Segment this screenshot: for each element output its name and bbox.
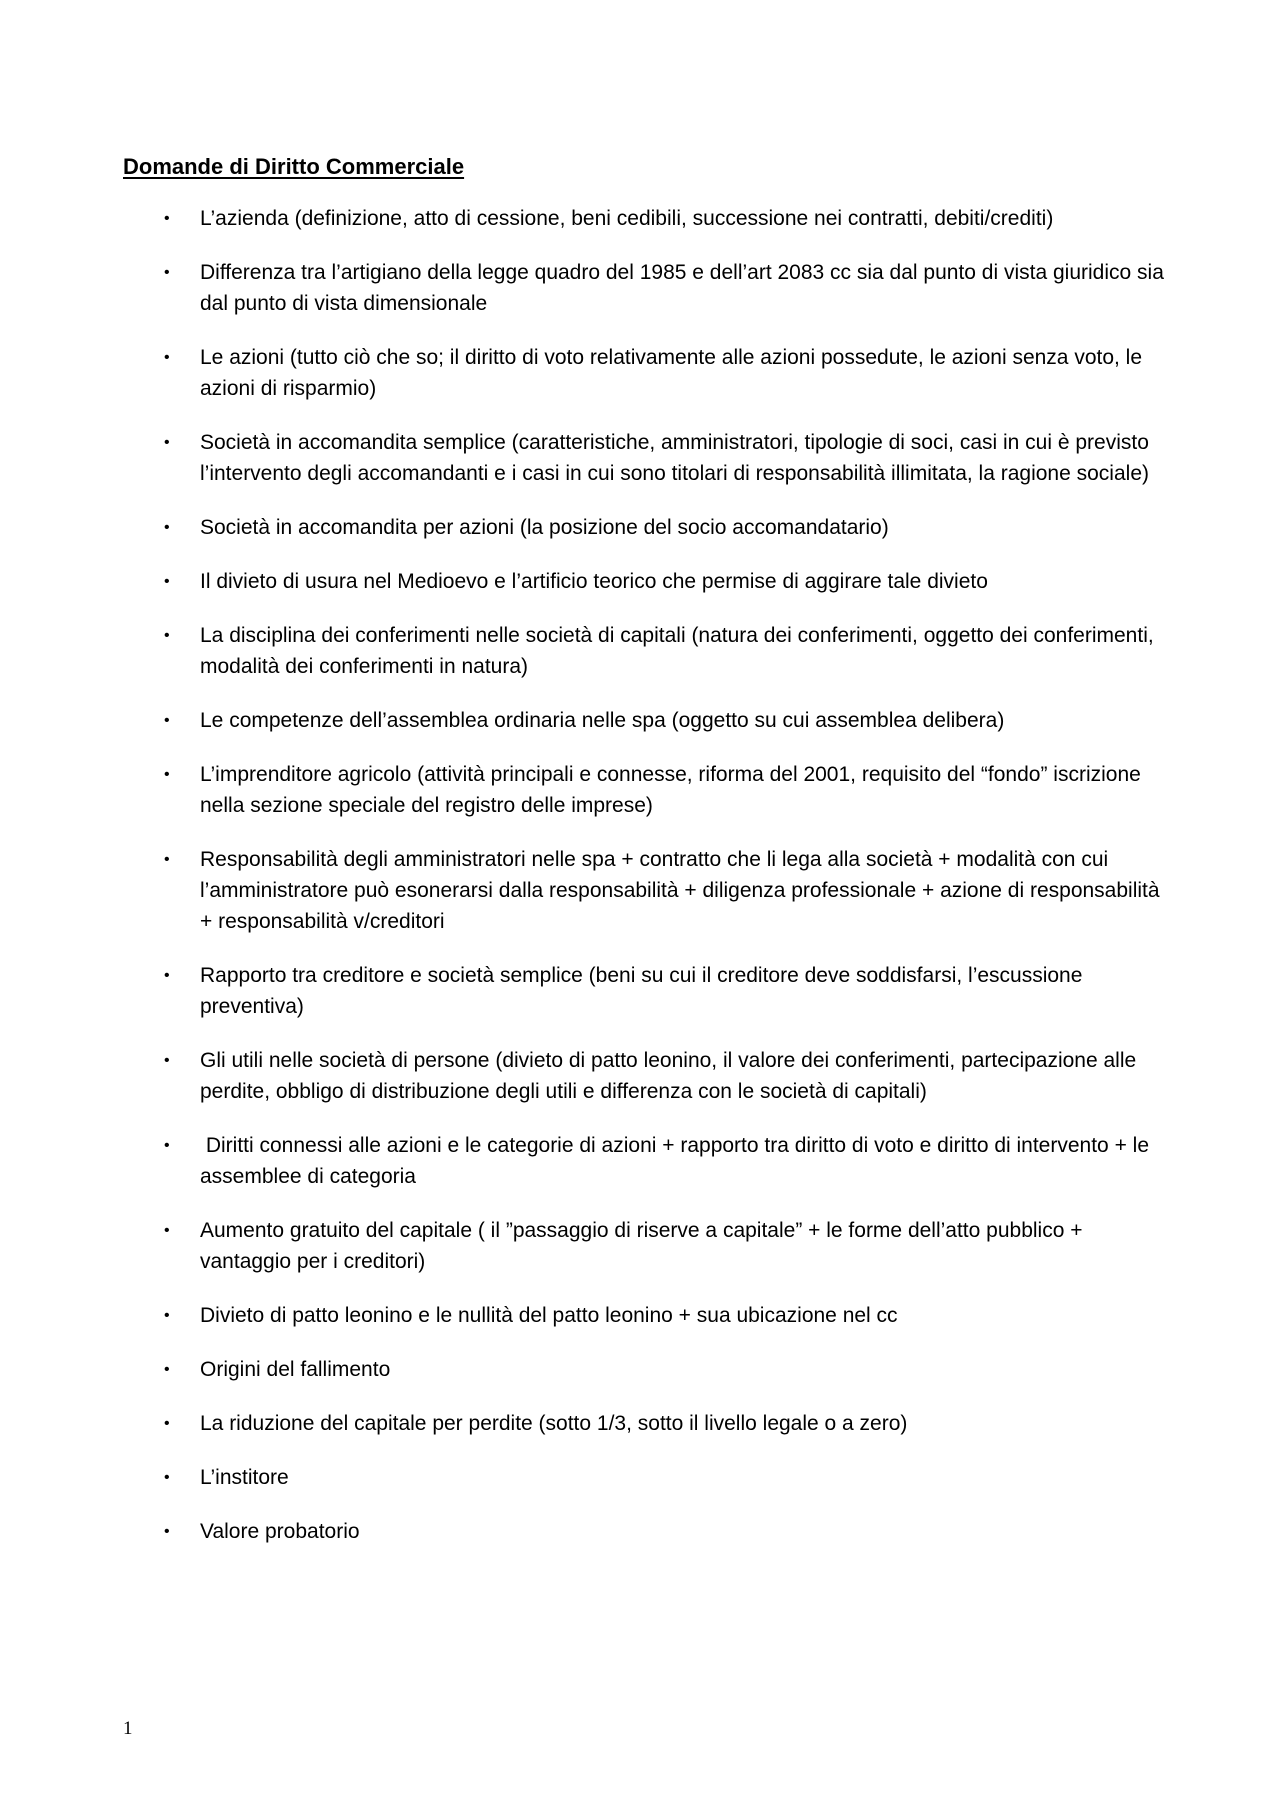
list-item <box>0 1516 1175 1547</box>
bullet-icon: • <box>164 1469 170 1486</box>
question-text: Divieto di patto leonino e le nullità del patto leonino + sua ubicazione nel cc <box>200 1304 898 1327</box>
question-text: Valore probatorio <box>200 1520 360 1543</box>
question-text: L’azienda (definizione, atto di cessione, beni cedibili, successione nei contratti, debiti/crediti) <box>200 207 1054 230</box>
bullet-icon: • <box>164 712 170 729</box>
bullet-icon: • <box>164 1523 170 1540</box>
question-text: Società in accomandita semplice (caratteristiche, amministratori, tipologie di soci, casi in cui è previsto l’intervento degli accomandanti e i casi in cui sono titolari di responsabilità illimitata, la ragione sociale) <box>200 431 1149 485</box>
list-item <box>0 1354 1175 1385</box>
question-text: Le azioni (tutto ciò che so; il diritto di voto relativamente alle azioni possedute, le azioni senza voto, le azioni di risparmio) <box>200 346 1143 400</box>
question-text: Diritti connessi alle azioni e le categorie di azioni + rapporto tra diritto di voto e diritto di intervento + le assemblee di categoria <box>200 1134 1155 1188</box>
bullet-icon: • <box>164 1052 170 1069</box>
bullet-icon: • <box>164 264 170 281</box>
list-item <box>0 705 1175 736</box>
bullet-icon: • <box>164 519 170 536</box>
question-text: Società in accomandita per azioni (la posizione del socio accomandatario) <box>200 516 889 539</box>
question-text: Differenza tra l’artigiano della legge quadro del 1985 e dell’art 2083 cc sia dal punto di vista giuridico sia dal punto di vista dimensionale <box>200 261 1164 315</box>
bullet-icon: • <box>164 434 170 451</box>
list-item <box>0 620 1175 682</box>
bullet-icon: • <box>164 349 170 366</box>
bullet-icon: • <box>164 627 170 644</box>
question-text: L’imprenditore agricolo (attività principali e connesse, riforma del 2001, requisito del “fondo” iscrizione nella sezione speciale del registro delle imprese) <box>200 763 1141 817</box>
list-item <box>0 203 1175 234</box>
list-item <box>0 1215 1175 1277</box>
list-item <box>0 1045 1175 1107</box>
list-item <box>0 844 1175 937</box>
question-text: Aumento gratuito del capitale ( il ”passaggio di riserve a capitale” + le forme dell’atto pubblico + vantaggio per i creditori) <box>200 1219 1083 1273</box>
question-text: Gli utili nelle società di persone (divieto di patto leonino, il valore dei conferimenti, partecipazione alle perdite, obbligo di distribuzione degli utili e differenza con le società di capitali) <box>200 1049 1137 1103</box>
bullet-icon: • <box>164 1415 170 1432</box>
list-item <box>0 759 1175 821</box>
bullet-icon: • <box>164 1307 170 1324</box>
bullet-icon: • <box>164 1222 170 1239</box>
document-title: Domande di Diritto Commerciale <box>123 154 465 179</box>
question-text: L’institore <box>200 1466 289 1489</box>
list-item <box>0 1130 1175 1192</box>
list-item <box>0 512 1175 543</box>
list-item <box>0 960 1175 1022</box>
bullet-icon: • <box>164 1137 170 1154</box>
bullet-icon: • <box>164 1361 170 1378</box>
question-list <box>0 203 1280 1570</box>
question-text: La disciplina dei conferimenti nelle società di capitali (natura dei conferimenti, oggetto dei conferimenti, modalità dei conferimenti in natura) <box>200 624 1154 678</box>
list-item <box>0 342 1175 404</box>
list-item <box>0 427 1175 489</box>
question-text: La riduzione del capitale per perdite (sotto 1/3, sotto il livello legale o a zero) <box>200 1412 908 1435</box>
list-item <box>0 1300 1175 1331</box>
page-number: 1 <box>123 1718 133 1739</box>
bullet-icon: • <box>164 210 170 227</box>
question-text: Il divieto di usura nel Medioevo e l’artificio teorico che permise di aggirare tale divieto <box>200 570 988 593</box>
bullet-icon: • <box>164 967 170 984</box>
list-item <box>0 566 1175 597</box>
bullet-icon: • <box>164 851 170 868</box>
question-text: Origini del fallimento <box>200 1358 391 1381</box>
list-item <box>0 1408 1175 1439</box>
question-text: Rapporto tra creditore e società semplice (beni su cui il creditore deve soddisfarsi, l’escussione preventiva) <box>200 964 1083 1018</box>
list-item <box>0 1462 1175 1493</box>
bullet-icon: • <box>164 573 170 590</box>
question-text: Le competenze dell’assemblea ordinaria nelle spa (oggetto su cui assemblea delibera) <box>200 709 1005 732</box>
list-item <box>0 257 1175 319</box>
bullet-icon: • <box>164 766 170 783</box>
question-text: Responsabilità degli amministratori nelle spa + contratto che li lega alla società + modalità con cui l’amministratore può esonerarsi dalla responsabilità + diligenza professionale + azione di responsabilità + responsabilità v/creditori <box>200 848 1160 933</box>
